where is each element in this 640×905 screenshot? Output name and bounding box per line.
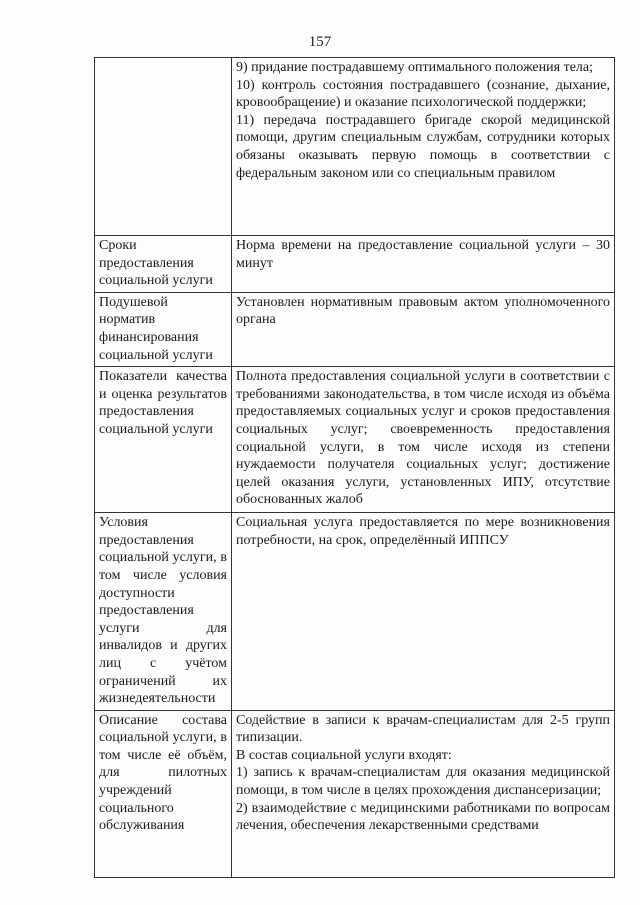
content-line: Полнота предоставления социальной услуги в соответствии с требованиями законодательства, в том числе исходя из объёма предоставляемых социальных услуг и сроков предоставления социальных услуг; своевременность предоставления социальной услуги, в том числе исходя из степени нуждаемости получателя социальных услуг; достижение целей оказания услуги, установленных ИПУ, отсутствие обоснованных жалоб: [236, 369, 610, 508]
row-label: Сроки предоставления социальной услуги: [95, 236, 232, 293]
content-line: 1) запись к врачам-специалистам для оказания медицинской помощи, в том числе в целях прохождения диспансеризации;: [236, 765, 610, 799]
row-content: [232, 58, 615, 236]
row-content: [232, 292, 615, 366]
table-row: [95, 236, 615, 293]
row-label: Описание состава социальной услуги, в том числе её объём, для пилотных учреждений социального обслуживания: [95, 710, 232, 877]
content-line: 2) взаимодействие с медицинскими работниками по вопросам лечения, обеспечения лекарственными средствами: [236, 800, 610, 834]
table-row: [95, 292, 615, 366]
row-content: [232, 513, 615, 711]
row-label: Показатели качества и оценка результатов предоставления социальной услуги: [95, 367, 232, 513]
row-content: [232, 236, 615, 293]
table-row: [95, 58, 615, 236]
content-line: Содействие в записи к врачам-специалистам для 2-5 групп типизации.: [236, 712, 610, 746]
table-row: [95, 710, 615, 877]
content-line: Установлен нормативным правовым актом уполномоченного органа: [236, 294, 610, 328]
row-label: [95, 58, 232, 236]
row-label: Условия предоставления социальной услуги, в том числе условия доступности предоставления услуги для инвалидов и других лиц с учётом ограничений их жизнедеятельности: [95, 513, 232, 711]
row-content: [232, 367, 615, 513]
content-line: Норма времени на предоставление социальной услуги – 30 минут: [236, 238, 610, 271]
table-row: [95, 367, 615, 513]
content-line: Социальная услуга предоставляется по мере возникновения потребности, на срок, определённый ИППСУ: [236, 515, 610, 548]
content-line: 10) контроль состояния пострадавшего (сознание, дыхание, кровообращение) и оказание психологической поддержки;: [236, 77, 610, 111]
row-label: Подушевой норматив финансирования социальной услуги: [95, 292, 232, 366]
content-line: 11) передача пострадавшего бригаде скорой медицинской помощи, другим специальным службам, сотрудники которых обязаны оказывать первую помощь в соответствии с федеральным законом или со специальным правилом: [236, 112, 610, 181]
row-content: [232, 710, 615, 877]
service-table: [94, 57, 615, 878]
content-line: 9) придание пострадавшему оптимального положения тела;: [236, 60, 593, 75]
content-line: В состав социальной услуги входят:: [236, 747, 452, 763]
page-number: 157: [308, 34, 332, 50]
table-row: [95, 513, 615, 711]
